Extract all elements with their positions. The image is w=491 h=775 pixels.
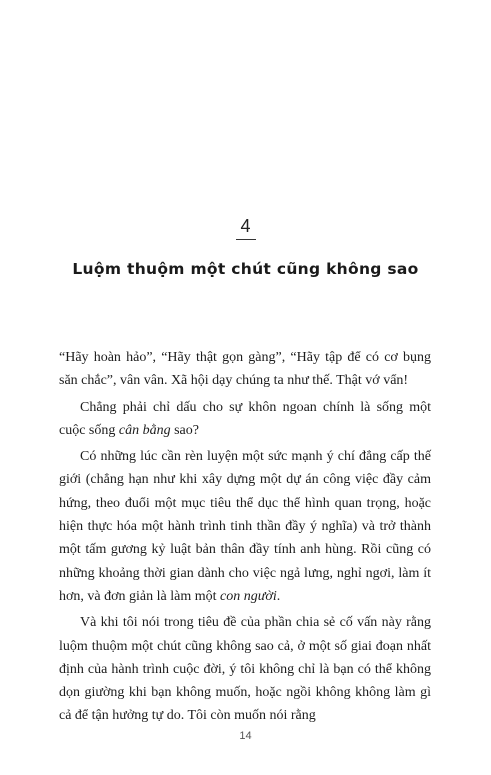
- paragraph-text: Chẳng phải chỉ dấu cho sự khôn ngoan chính là sống một cuộc sống: [59, 399, 431, 438]
- paragraph: [59, 611, 431, 727]
- paragraph-text: .: [276, 588, 281, 604]
- paragraph: [59, 445, 431, 608]
- paragraph-text: sao?: [170, 422, 199, 438]
- paragraph-text: Và khi tôi nói trong tiêu đề của phần chia sẻ cố vấn này rằng luộm thuộm một chút cũng không sao cả, ở một số giai đoạn nhất định của hành trình cuộc đời, ý tôi không chỉ là bạn có thể không dọn giường khi bạn không muốn, hoặc ngồi không không làm gì cả để tận hưởng tự do. Tôi còn muốn nói rằng: [59, 615, 431, 724]
- chapter-number: 4: [240, 216, 251, 236]
- paragraph-text: Có những lúc cần rèn luyện một sức mạnh ý chí đẳng cấp thế giới (chẳng hạn như khi xây dựng một dự án công việc đầy cảm hứng, theo đuổi một mục tiêu thể dục thể hình quan trọng, hoặc hiện thực hóa một hành trình tinh thần đầy ý nghĩa) và trở thành một tấm gương kỷ luật bản thân đầy tính anh hùng. Rồi cũng có những khoảng thời gian dành cho việc ngả lưng, nghỉ ngơi, làm ít hơn, và đơn giản là làm một: [59, 449, 431, 604]
- emphasis-text: con người: [220, 588, 277, 604]
- emphasis-text: cân bằng: [118, 422, 171, 438]
- page-number: 14: [239, 730, 252, 742]
- body-text: [59, 346, 431, 731]
- paragraph-text: “Hãy hoàn hảo”, “Hãy thật gọn gàng”, “Hãy tập để có cơ bụng săn chắc”, vân vân. Xã hội dạy chúng ta như thế. Thật vớ vẩn!: [59, 350, 431, 389]
- chapter-divider: [236, 239, 256, 240]
- paragraph: [59, 396, 431, 443]
- chapter-title: Luộm thuộm một chút cũng không sao: [72, 260, 419, 278]
- paragraph: [59, 346, 431, 393]
